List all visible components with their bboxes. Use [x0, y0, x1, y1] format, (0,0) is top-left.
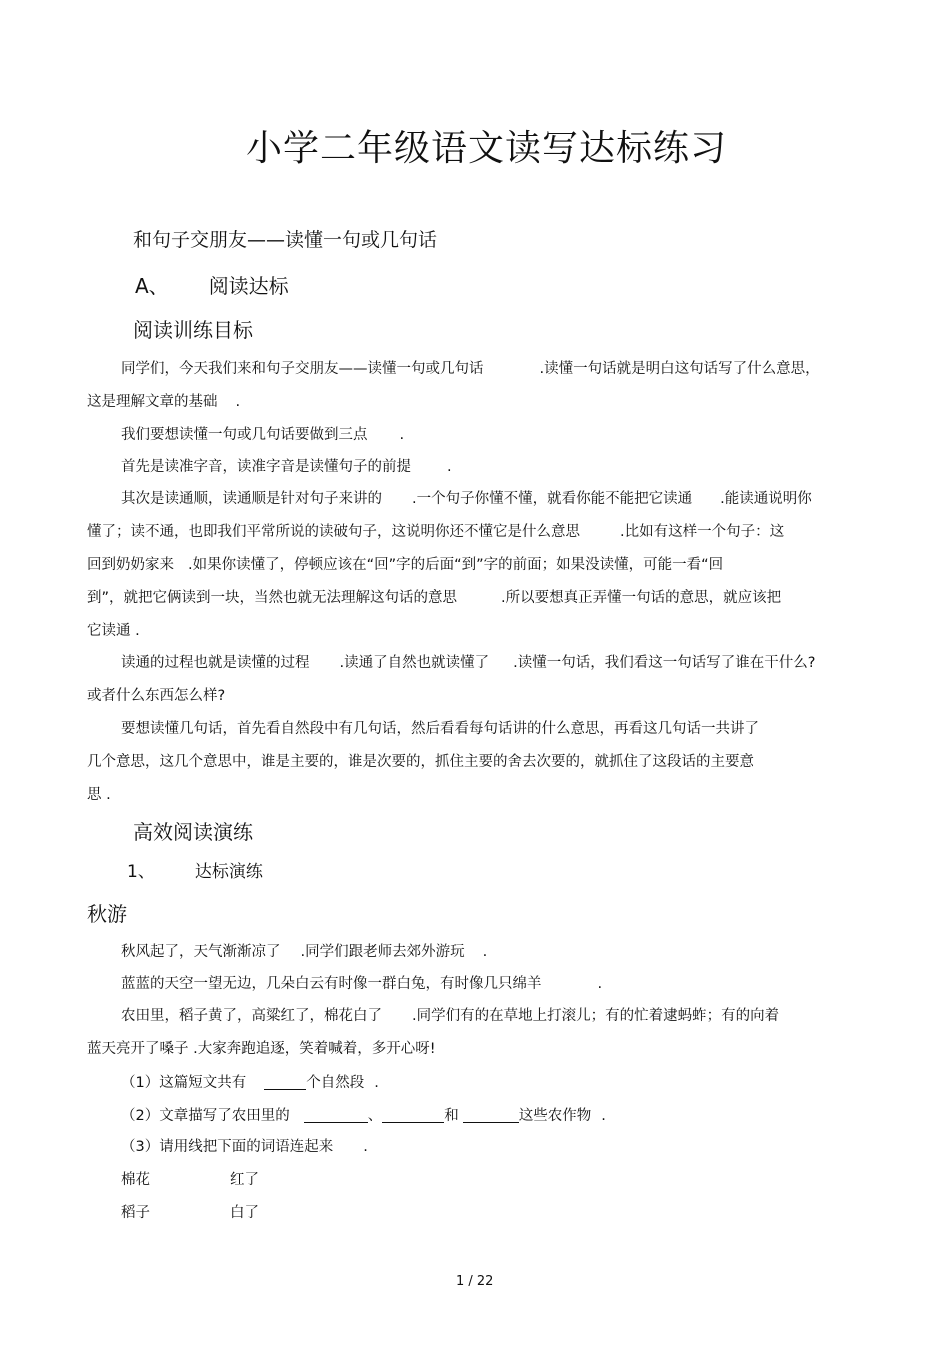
text: 蓝蓝的天空一望无边，几朵白云有时像一群白兔，有时像几只绵羊	[121, 976, 542, 992]
story-line	[121, 1009, 779, 1024]
intro-line	[121, 362, 820, 377]
text: .	[447, 459, 452, 475]
part-a-heading	[135, 276, 289, 296]
story-title: 秋游	[87, 902, 127, 926]
text: 秋风起了，天气渐渐凉了	[121, 944, 281, 960]
text: .比如有这样一个句子：这	[620, 524, 785, 540]
text: 其次是读通顺，读通顺是针对句子来讲的	[121, 491, 382, 507]
text: 读通的过程也就是读懂的过程	[121, 655, 310, 671]
text: 我们要想读懂一句或几句话要做到三点	[121, 427, 368, 443]
text: .	[601, 1108, 606, 1124]
text: .	[399, 427, 405, 443]
intro-line: 几个意思，这几个意思中，谁是主要的，谁是次要的，抓住主要的舍去次要的，就抓住了这段话的主要意	[87, 754, 754, 770]
text: （3）请用线把下面的词语连起来	[121, 1139, 334, 1155]
text: 懂了；读不通，也即我们平常所说的读破句子，这说明你还不懂它是什么意思	[87, 524, 580, 540]
text: 和	[444, 1108, 459, 1124]
document-title: 小学二年级语文读写达标练习	[246, 128, 728, 169]
section-heading: 和句子交朋友——读懂一句或几句话	[133, 229, 438, 251]
intro-line: 或者什么东西怎么样?	[87, 688, 226, 704]
question-3	[121, 1140, 368, 1155]
text: （2）文章描写了农田里的	[121, 1108, 290, 1124]
text: 农田里，稻子黄了，高粱红了，棉花白了	[121, 1008, 382, 1024]
text: .所以要想真正弄懂一句话的意思，就应该把	[501, 590, 782, 606]
match-right-1: 红了	[230, 1172, 259, 1188]
text: .读通了自然也就读懂了	[339, 655, 490, 671]
match-right-2: 白了	[230, 1205, 259, 1221]
text: .能读通说明你	[720, 491, 812, 507]
text: .同学们有的在草地上打滚儿；有的忙着逮蚂蚱；有的向着	[412, 1008, 780, 1024]
intro-line	[121, 460, 452, 475]
text: .如果你读懂了，停顿应该在“回”字的后面“到”字的前面；如果没读懂，可能一看“回	[188, 557, 724, 573]
intro-line	[121, 428, 404, 443]
drill-number: 1、	[127, 862, 155, 882]
answer-blank[interactable]	[264, 1075, 306, 1090]
match-left-1: 棉花	[121, 1172, 150, 1188]
drill-heading	[127, 864, 263, 881]
match-left-2: 稻子	[121, 1205, 150, 1221]
text: 这些农作物	[518, 1108, 592, 1124]
text: .	[235, 394, 241, 410]
text: .读懂一句话就是明白这句话写了什么意思，	[539, 361, 820, 377]
text: .	[374, 1075, 379, 1091]
page-number: 1 / 22	[456, 1274, 494, 1289]
story-line: 蓝天亮开了嗓子 .大家奔跑追逐，笑着喊着，多开心呀!	[87, 1041, 436, 1057]
goal-heading: 阅读训练目标	[133, 318, 253, 342]
drill-label: 达标演练	[194, 862, 263, 882]
text: .读懂一句话，我们看这一句话写了谁在干什么?	[513, 655, 816, 671]
intro-line: 要想读懂几句话，首先看自然段中有几句话，然后看看每句话讲的什么意思，再看这几句话一共讲了	[121, 721, 759, 737]
answer-blank[interactable]	[463, 1108, 519, 1123]
text: .	[597, 976, 603, 992]
text: 个自然段	[306, 1075, 365, 1091]
text: 首先是读准字音，读准字音是读懂句子的前提	[121, 459, 411, 475]
intro-line	[87, 591, 781, 606]
text: （1）这篇短文共有	[121, 1075, 247, 1091]
question-2	[121, 1108, 606, 1124]
intro-line	[87, 395, 240, 410]
intro-line: 思 .	[87, 787, 111, 803]
intro-line: 它读通 .	[87, 623, 140, 639]
story-line	[121, 977, 602, 992]
text: 同学们，今天我们来和句子交朋友——读懂一句或几句话	[121, 361, 484, 377]
intro-line	[121, 656, 815, 671]
text: .	[482, 944, 488, 960]
intro-line	[87, 525, 784, 540]
part-a-label: 阅读达标	[208, 274, 289, 298]
question-1	[121, 1075, 379, 1091]
intro-line	[121, 492, 812, 507]
story-line	[121, 945, 487, 960]
answer-blank[interactable]	[382, 1108, 444, 1123]
answer-blank[interactable]	[304, 1108, 368, 1123]
text: .	[363, 1139, 368, 1155]
text: 这是理解文章的基础	[87, 394, 218, 410]
text: 到”，就把它俩读到一块，当然也就无法理解这句话的意思	[87, 590, 458, 606]
text: 、	[367, 1108, 383, 1124]
part-a-number: A、	[135, 274, 169, 298]
text: .一个句子你懂不懂，就看你能不能把它读通	[412, 491, 693, 507]
text: .同学们跟老师去郊外游玩	[300, 944, 465, 960]
intro-line	[87, 558, 723, 573]
practice-heading: 高效阅读演练	[133, 820, 253, 844]
text: 回到奶奶家来	[87, 557, 174, 573]
